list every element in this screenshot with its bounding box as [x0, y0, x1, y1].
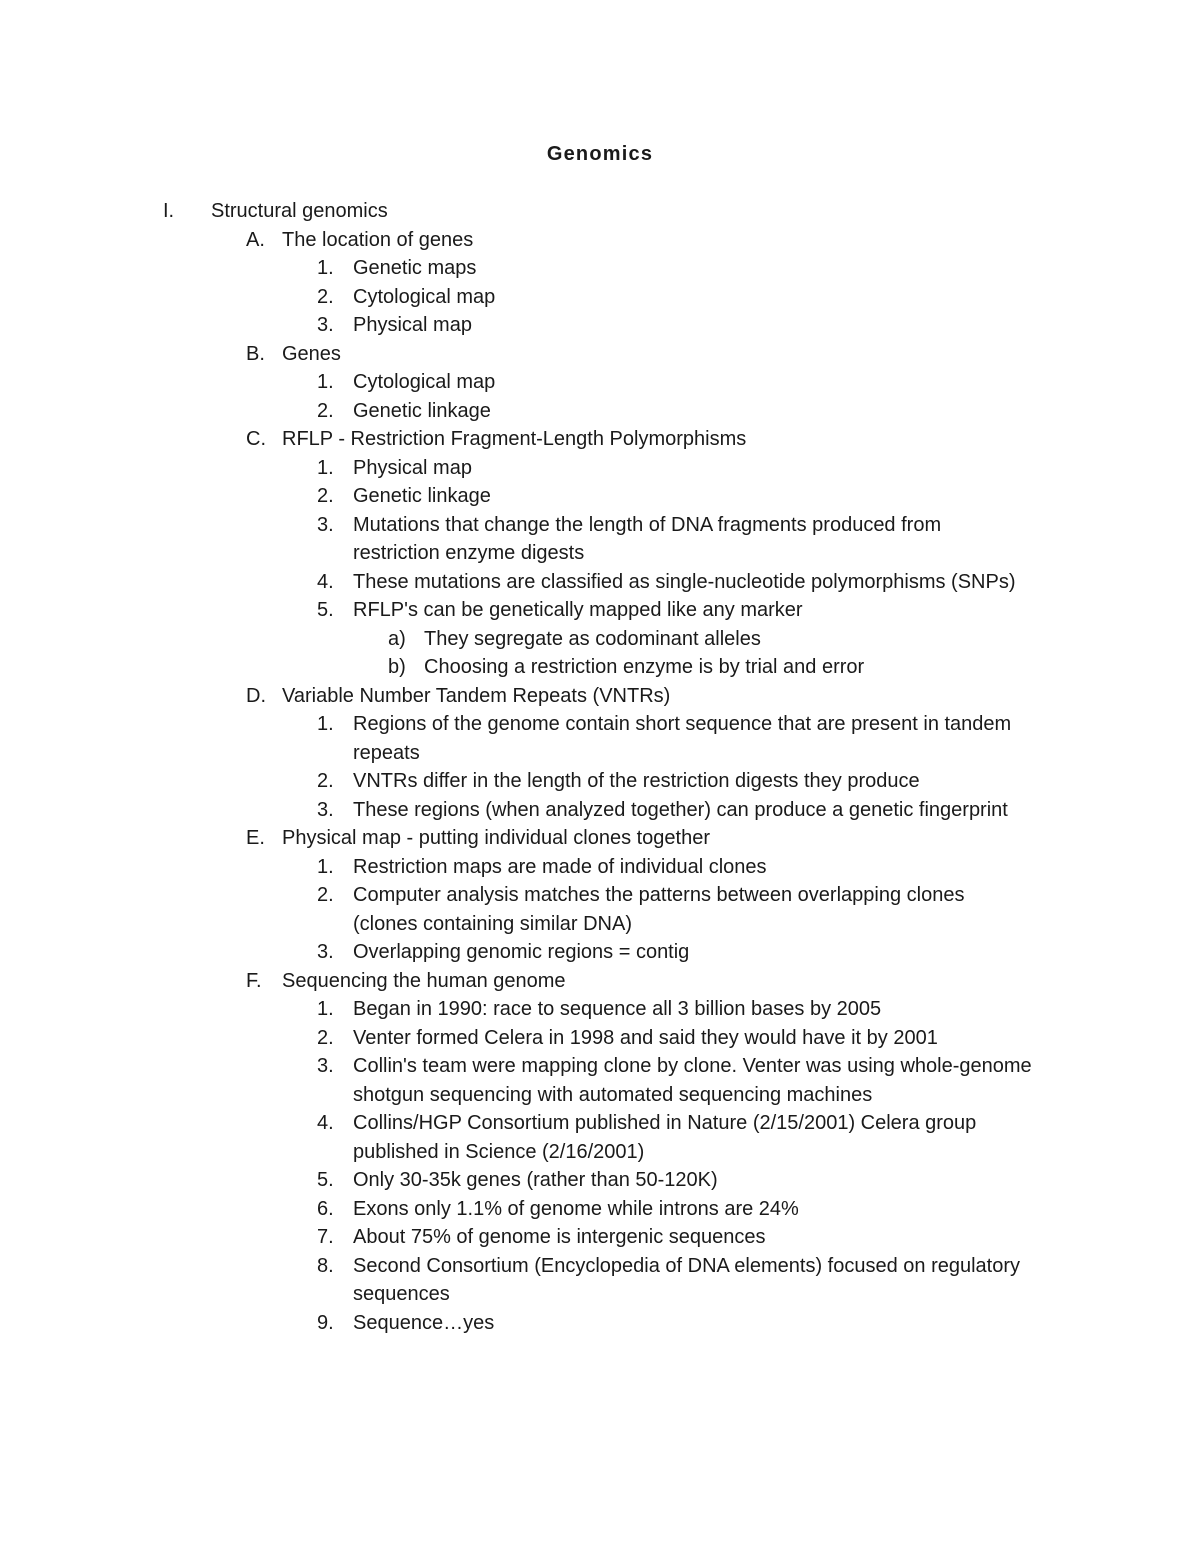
list-marker: 3.: [317, 1055, 334, 1077]
list-item-text: Regions of the genome contain short sequence that are present in tandem repeats: [353, 713, 1012, 764]
outline-subsection: [0, 967, 1200, 996]
list-item-text: Exons only 1.1% of genome while introns are 24%: [353, 1197, 799, 1220]
list-item-text: Overlapping genomic regions = contig: [353, 941, 690, 963]
list-item-text: Collins/HGP Consortium published in Nature (2/15/2001) Celera group published in Science (2/16/2001): [353, 1112, 977, 1163]
subsection-heading: The location of genes: [282, 228, 474, 251]
subsection-heading: Genes: [282, 342, 341, 365]
list-marker: 5.: [317, 599, 334, 621]
list-item: [0, 482, 1200, 511]
list-marker: C.: [246, 428, 266, 450]
list-item-text: Computer analysis matches the patterns between overlapping clones (clones containing similar DNA): [353, 884, 965, 935]
list-item-text: Restriction maps are made of individual clones: [353, 855, 767, 878]
list-item-text: Collin's team were mapping clone by clone. Venter was using whole-genome shotgun sequencing with automated sequencing machines: [353, 1055, 1032, 1106]
list-marker: I.: [163, 200, 175, 222]
list-item: [0, 1166, 1200, 1195]
list-marker: B.: [246, 342, 265, 365]
list-item: [0, 853, 1200, 882]
list-item-text: Only 30-35k genes (rather than 50-120K): [353, 1169, 718, 1191]
list-marker: 3.: [317, 314, 334, 336]
outline-subsection: [0, 340, 1200, 369]
list-item: [0, 1195, 1200, 1224]
list-item: [0, 767, 1200, 796]
list-item: [0, 283, 1200, 312]
list-marker: b): [388, 656, 406, 678]
list-marker: A.: [246, 228, 265, 251]
list-item: [0, 511, 1200, 568]
list-marker: D.: [246, 684, 266, 707]
list-item: [0, 995, 1200, 1024]
list-marker: F.: [246, 969, 262, 992]
list-marker: 3.: [317, 513, 334, 536]
list-marker: 2.: [317, 884, 334, 906]
subsection-heading: Sequencing the human genome: [282, 969, 566, 992]
list-marker: 2.: [317, 285, 334, 308]
list-item-text: VNTRs differ in the length of the restriction digests they produce: [353, 770, 920, 792]
list-item: [0, 938, 1200, 967]
list-item: [0, 397, 1200, 426]
list-item-text: These regions (when analyzed together) can produce a genetic fingerprint: [353, 798, 1008, 821]
list-item: [0, 881, 1200, 938]
list-marker: 2.: [317, 399, 334, 422]
list-item: [0, 596, 1200, 625]
list-marker: a): [388, 627, 406, 650]
list-marker: 7.: [317, 1226, 334, 1248]
subsection-heading: Physical map - putting individual clones together: [282, 827, 711, 849]
page-title: Genomics: [546, 143, 654, 165]
outline: [0, 197, 1200, 1337]
list-item-text: Choosing a restriction enzyme is by trial and error: [424, 656, 865, 678]
list-item-text: These mutations are classified as single-nucleotide polymorphisms (SNPs): [353, 570, 1016, 593]
list-item-text: Sequence…yes: [353, 1311, 495, 1334]
list-item: [0, 1052, 1200, 1109]
outline-subsection: [0, 425, 1200, 454]
list-item-text: Genetic linkage: [353, 399, 491, 422]
list-item: [0, 368, 1200, 397]
list-item: [0, 1309, 1200, 1338]
list-item-text: Second Consortium (Encyclopedia of DNA elements) focused on regulatory sequences: [353, 1254, 1021, 1305]
list-item: [0, 1024, 1200, 1053]
list-item-text: About 75% of genome is intergenic sequences: [353, 1226, 766, 1248]
list-marker: 2.: [317, 1026, 334, 1049]
list-marker: 9.: [317, 1311, 334, 1334]
list-item-text: Physical map: [353, 456, 472, 479]
list-item: [0, 1109, 1200, 1166]
outline-subsection: [0, 682, 1200, 711]
list-marker: 3.: [317, 798, 334, 821]
list-item: [0, 454, 1200, 483]
list-item-text: Venter formed Celera in 1998 and said they would have it by 2001: [353, 1026, 938, 1049]
list-marker: 3.: [317, 941, 334, 963]
list-item-text: Physical map: [353, 314, 472, 336]
list-item: [0, 311, 1200, 340]
list-marker: 5.: [317, 1169, 334, 1191]
list-item-text: Mutations that change the length of DNA fragments produced from restriction enzyme digests: [353, 513, 942, 564]
outline-subsection: [0, 226, 1200, 255]
list-item-text: Cytological map: [353, 371, 496, 393]
list-marker: 6.: [317, 1197, 334, 1220]
list-marker: 2.: [317, 485, 334, 507]
list-marker: 1.: [317, 456, 334, 479]
section-heading: Structural genomics: [211, 200, 388, 222]
list-item: [0, 1252, 1200, 1309]
sub-list-item: [0, 653, 1200, 682]
list-marker: 2.: [317, 770, 334, 792]
list-marker: 1.: [317, 855, 334, 878]
list-item-text: Genetic maps: [353, 257, 477, 279]
sub-list-item: [0, 625, 1200, 654]
list-marker: 4.: [317, 570, 334, 593]
outline-subsection: [0, 824, 1200, 853]
list-item-text: They segregate as codominant alleles: [424, 627, 761, 650]
list-item-text: Began in 1990: race to sequence all 3 billion bases by 2005: [353, 998, 882, 1020]
list-item: [0, 710, 1200, 767]
list-item-text: RFLP's can be genetically mapped like any marker: [353, 599, 803, 621]
list-marker: 1.: [317, 257, 334, 279]
list-item: [0, 568, 1200, 597]
list-marker: 1.: [317, 998, 334, 1020]
subsection-heading: RFLP - Restriction Fragment-Length Polymorphisms: [282, 428, 747, 450]
list-marker: 1.: [317, 371, 334, 393]
list-item-text: Cytological map: [353, 285, 496, 308]
list-item-text: Genetic linkage: [353, 485, 491, 507]
list-item: [0, 254, 1200, 283]
list-marker: 1.: [317, 713, 334, 735]
list-marker: 4.: [317, 1112, 334, 1134]
subsection-heading: Variable Number Tandem Repeats (VNTRs): [282, 684, 671, 707]
list-marker: E.: [246, 827, 265, 849]
list-item: [0, 1223, 1200, 1252]
outline-section: [0, 197, 1200, 226]
list-item: [0, 796, 1200, 825]
list-marker: 8.: [317, 1254, 334, 1277]
